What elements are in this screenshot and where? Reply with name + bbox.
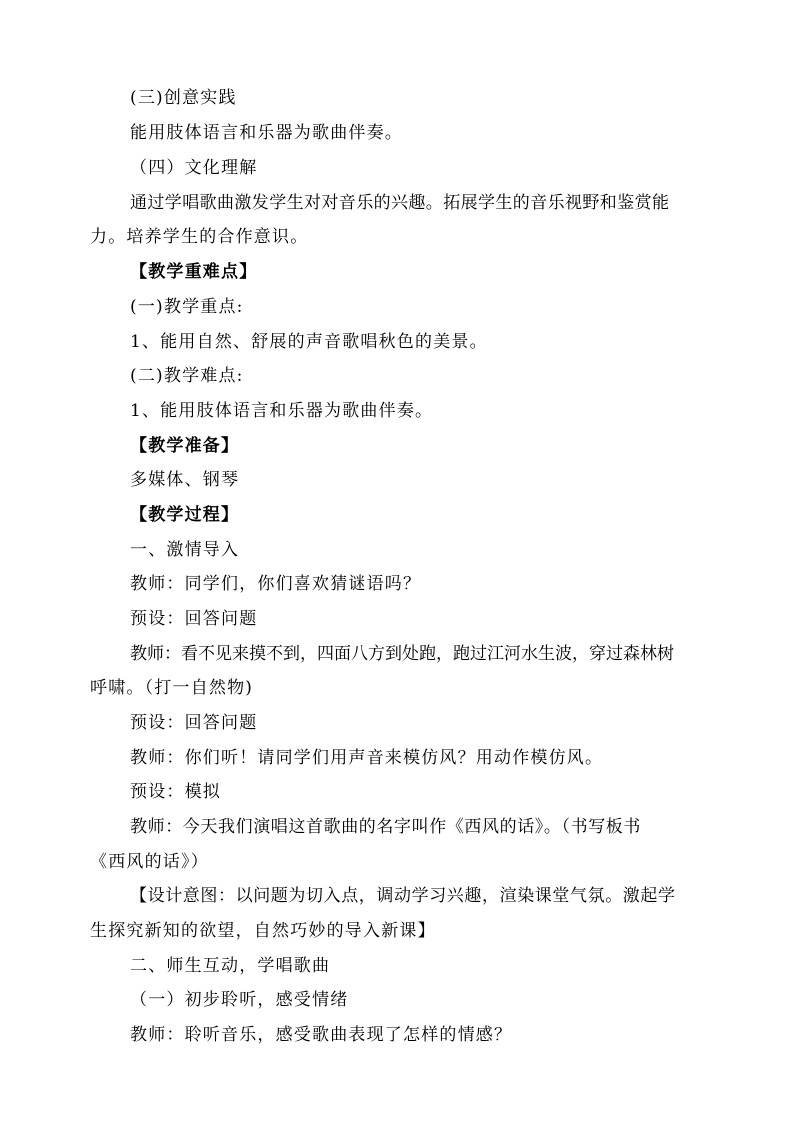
paragraph-line: 力。培养学生的合作意识。 — [90, 227, 309, 247]
design-intent-note: 生探究新知的欲望，自然巧妙的导入新课】 — [90, 921, 436, 941]
paragraph-line: 通过学唱歌曲激发学生对对音乐的兴趣。拓展学生的音乐视野和鉴赏能 — [130, 193, 670, 213]
section-heading-preparation: 【教学准备】 — [130, 436, 240, 456]
dialogue-line: 教师：聆听音乐，感受歌曲表现了怎样的情感？ — [130, 1025, 513, 1045]
list-item: 1、能用自然、舒展的声音歌唱秋色的美景。 — [130, 332, 488, 352]
dialogue-line: 呼啸。（打一自然物) — [90, 678, 254, 698]
subheading-creative-practice: (三)创意实践 — [130, 88, 237, 108]
dialogue-line: 《西风的话》） — [90, 852, 209, 872]
list-item: 1、能用肢体语言和乐器为歌曲伴奏。 — [130, 401, 434, 421]
section-heading-process: 【教学过程】 — [130, 505, 240, 525]
section-heading-key-difficult-points: 【教学重难点】 — [130, 262, 258, 282]
subheading-cultural-understanding: （四）文化理解 — [130, 158, 258, 178]
dialogue-line: 教师：同学们，你们喜欢猜谜语吗？ — [130, 574, 422, 594]
subheading-listening: （一）初步聆听，感受情绪 — [130, 990, 349, 1010]
dialogue-line: 教师：你们听！请同学们用声音来模仿风？用动作模仿风。 — [130, 748, 604, 768]
paragraph-line: 能用肢体语言和乐器为歌曲伴奏。 — [130, 123, 403, 143]
subheading-teaching-difficulty: (二)教学难点: — [130, 366, 244, 386]
dialogue-line: 预设：模拟 — [130, 782, 221, 802]
subheading-interaction: 二、师生互动，学唱歌曲 — [130, 956, 331, 976]
subheading-teaching-focus: (一)教学重点: — [130, 297, 244, 317]
dialogue-line: 预设：回答问题 — [130, 713, 258, 733]
design-intent-note: 【设计意图：以问题为切入点，调动学习兴趣，渲染课堂气氛。激起学 — [130, 886, 676, 906]
dialogue-line: 预设：回答问题 — [130, 609, 258, 629]
subheading-introduction: 一、激情导入 — [130, 540, 240, 560]
paragraph-line: 多媒体、钢琴 — [130, 470, 240, 490]
dialogue-line: 教师：看不见来摸不到，四面八方到处跑，跑过江河水生波，穿过森林树 — [130, 644, 674, 664]
dialogue-line: 教师：今天我们演唱这首歌曲的名字叫作《西风的话》。（书写板书 — [130, 817, 641, 837]
